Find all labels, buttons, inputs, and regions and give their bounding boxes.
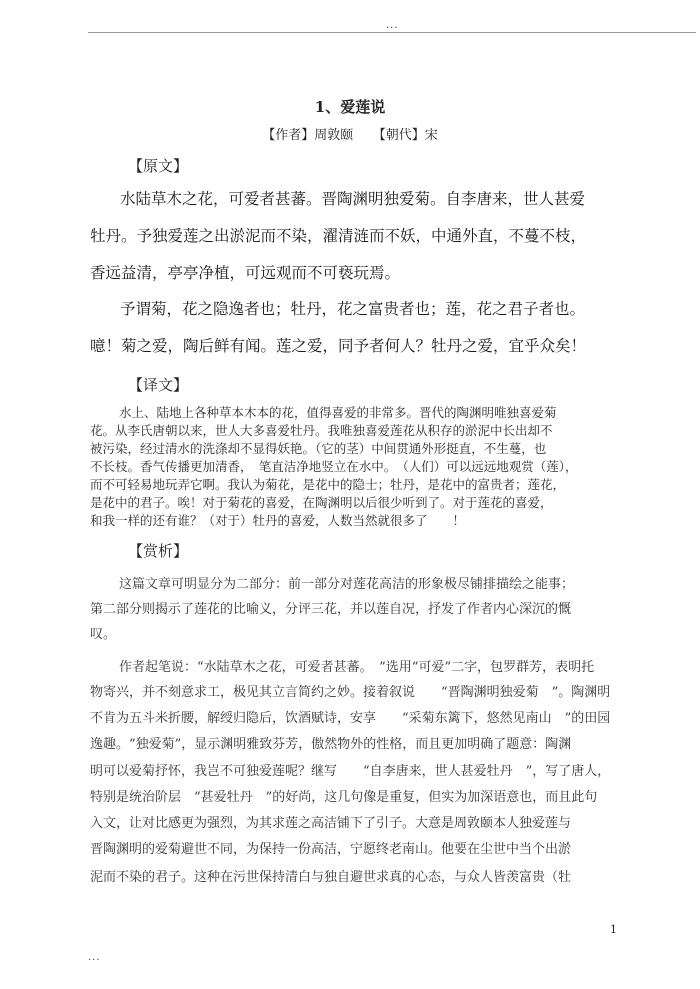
section-heading-translation: 【译文】 [128,376,189,394]
original-line: 予谓菊，花之隐逸者也；牡丹，花之富贵者也；莲，花之君子者也。 [120,300,586,318]
analysis-line: 第二部分则揭示了莲花的比喻义，分评三花，并以莲自况，抒发了作者内心深沉的慨 [90,602,572,617]
translation-line: 是花中的君子。唉！对于菊花的喜爱，在陶渊明以后很少听到了。对于莲花的喜爱， [90,495,553,510]
original-line: 牡丹。予独爱莲之出淤泥而不染，濯清涟而不妖，中通外直，不蔓不枝， [90,227,587,245]
page-title: 1、爱莲说 [314,98,386,116]
analysis-line: 明可以爱菊抒怀，我岂不可独爱莲呢？继写 “自李唐来，世人甚爱牡丹 ”，写了唐人， [90,764,611,779]
section-heading-original: 【原文】 [128,157,189,175]
translation-line: 不长枝。香气传播更加清香， 笔直洁净地竖立在水中。 （人们）可以远远地观赏（莲）， [90,459,578,474]
original-line: 水陆草木之花，可爱者甚蕃。晋陶渊明独爱菊。自李唐来，世人甚爱 [120,190,586,208]
page-number: 1 [610,923,617,936]
analysis-line: 叹。 [90,627,117,642]
analysis-line: 物寄兴，并不刻意求工，极见其立言简约之妙。接着叙说 “晋陶渊明独爱菊 ”。陶渊明 [90,685,611,700]
analysis-line: 不肯为五斗米折腰，解绶归隐后，饮酒赋诗，安享 “采菊东篱下，悠然见南山 ”的田园 [90,711,611,726]
translation-line: 被污染，经过清水的洗涤却不显得妖艳。（它的茎）中间贯通外形挺直，不生蔓，也 [90,441,547,456]
translation-line: 水上、陆地上各种草本木本的花，值得喜爱的非常多。晋代的陶渊明唯独喜爱菊 [119,405,557,420]
analysis-line: 作者起笔说：“水陆草木之花，可爱者甚蕃。 ”选用“可爱”二字，包罗群芳，表明托 [119,660,595,675]
analysis-line: 这篇文章可明显分为二部分：前一部分对莲花高洁的形象极尽铺排描绘之能事； [119,577,575,592]
footer-dots: ... [88,952,101,963]
original-line: 香远益清，亭亭净植，可远观而不可亵玩焉。 [90,264,401,282]
analysis-line: 入文，让对比感更为强烈，为其求莲之高洁铺下了引子。大意是周敦颐本人独爱莲与 [90,816,572,831]
author-line: 【作者】周敦颐 【朝代】宋 [262,128,438,143]
translation-line: 而不可轻易地玩弄它啊。我认为菊花，是花中的隐士；牡丹，是花中的富贵者；莲花， [90,477,566,492]
analysis-line: 晋陶渊明的爱菊避世不同，为保持一份高洁，宁愿终老南山。他要在尘世中当个出淤 [90,842,572,857]
analysis-line: 特别是统治阶层 “甚爱牡丹 ”的好尚，这几句像是重复，但实为加深语意也，而且此句 [90,790,598,805]
original-line: 噫！菊之爱，陶后鲜有闻。莲之爱，同予者何人？牡丹之爱，宜乎众矣！ [90,337,587,355]
header-dots: ... [386,20,399,31]
section-heading-analysis: 【赏析】 [128,542,189,560]
translation-line: 和我一样的还有谁？（对于）牡丹的喜爱，人数当然就很多了 ！ [90,513,466,528]
translation-line: 花。从李氏唐朝以来，世人大多喜爱牡丹。我唯独喜爱莲花从积存的淤泥中长出却不 [90,423,553,438]
analysis-line: 逸趣。“独爱菊”，显示渊明雅致芬芳，傲然物外的性格，而且更加明确了题意：陶渊 [90,737,572,752]
analysis-line: 泥而不染的君子。这种在污世保持清白与独自避世求真的心态，与众人皆羡富贵（牡 [90,870,572,885]
header-rule [88,32,696,33]
